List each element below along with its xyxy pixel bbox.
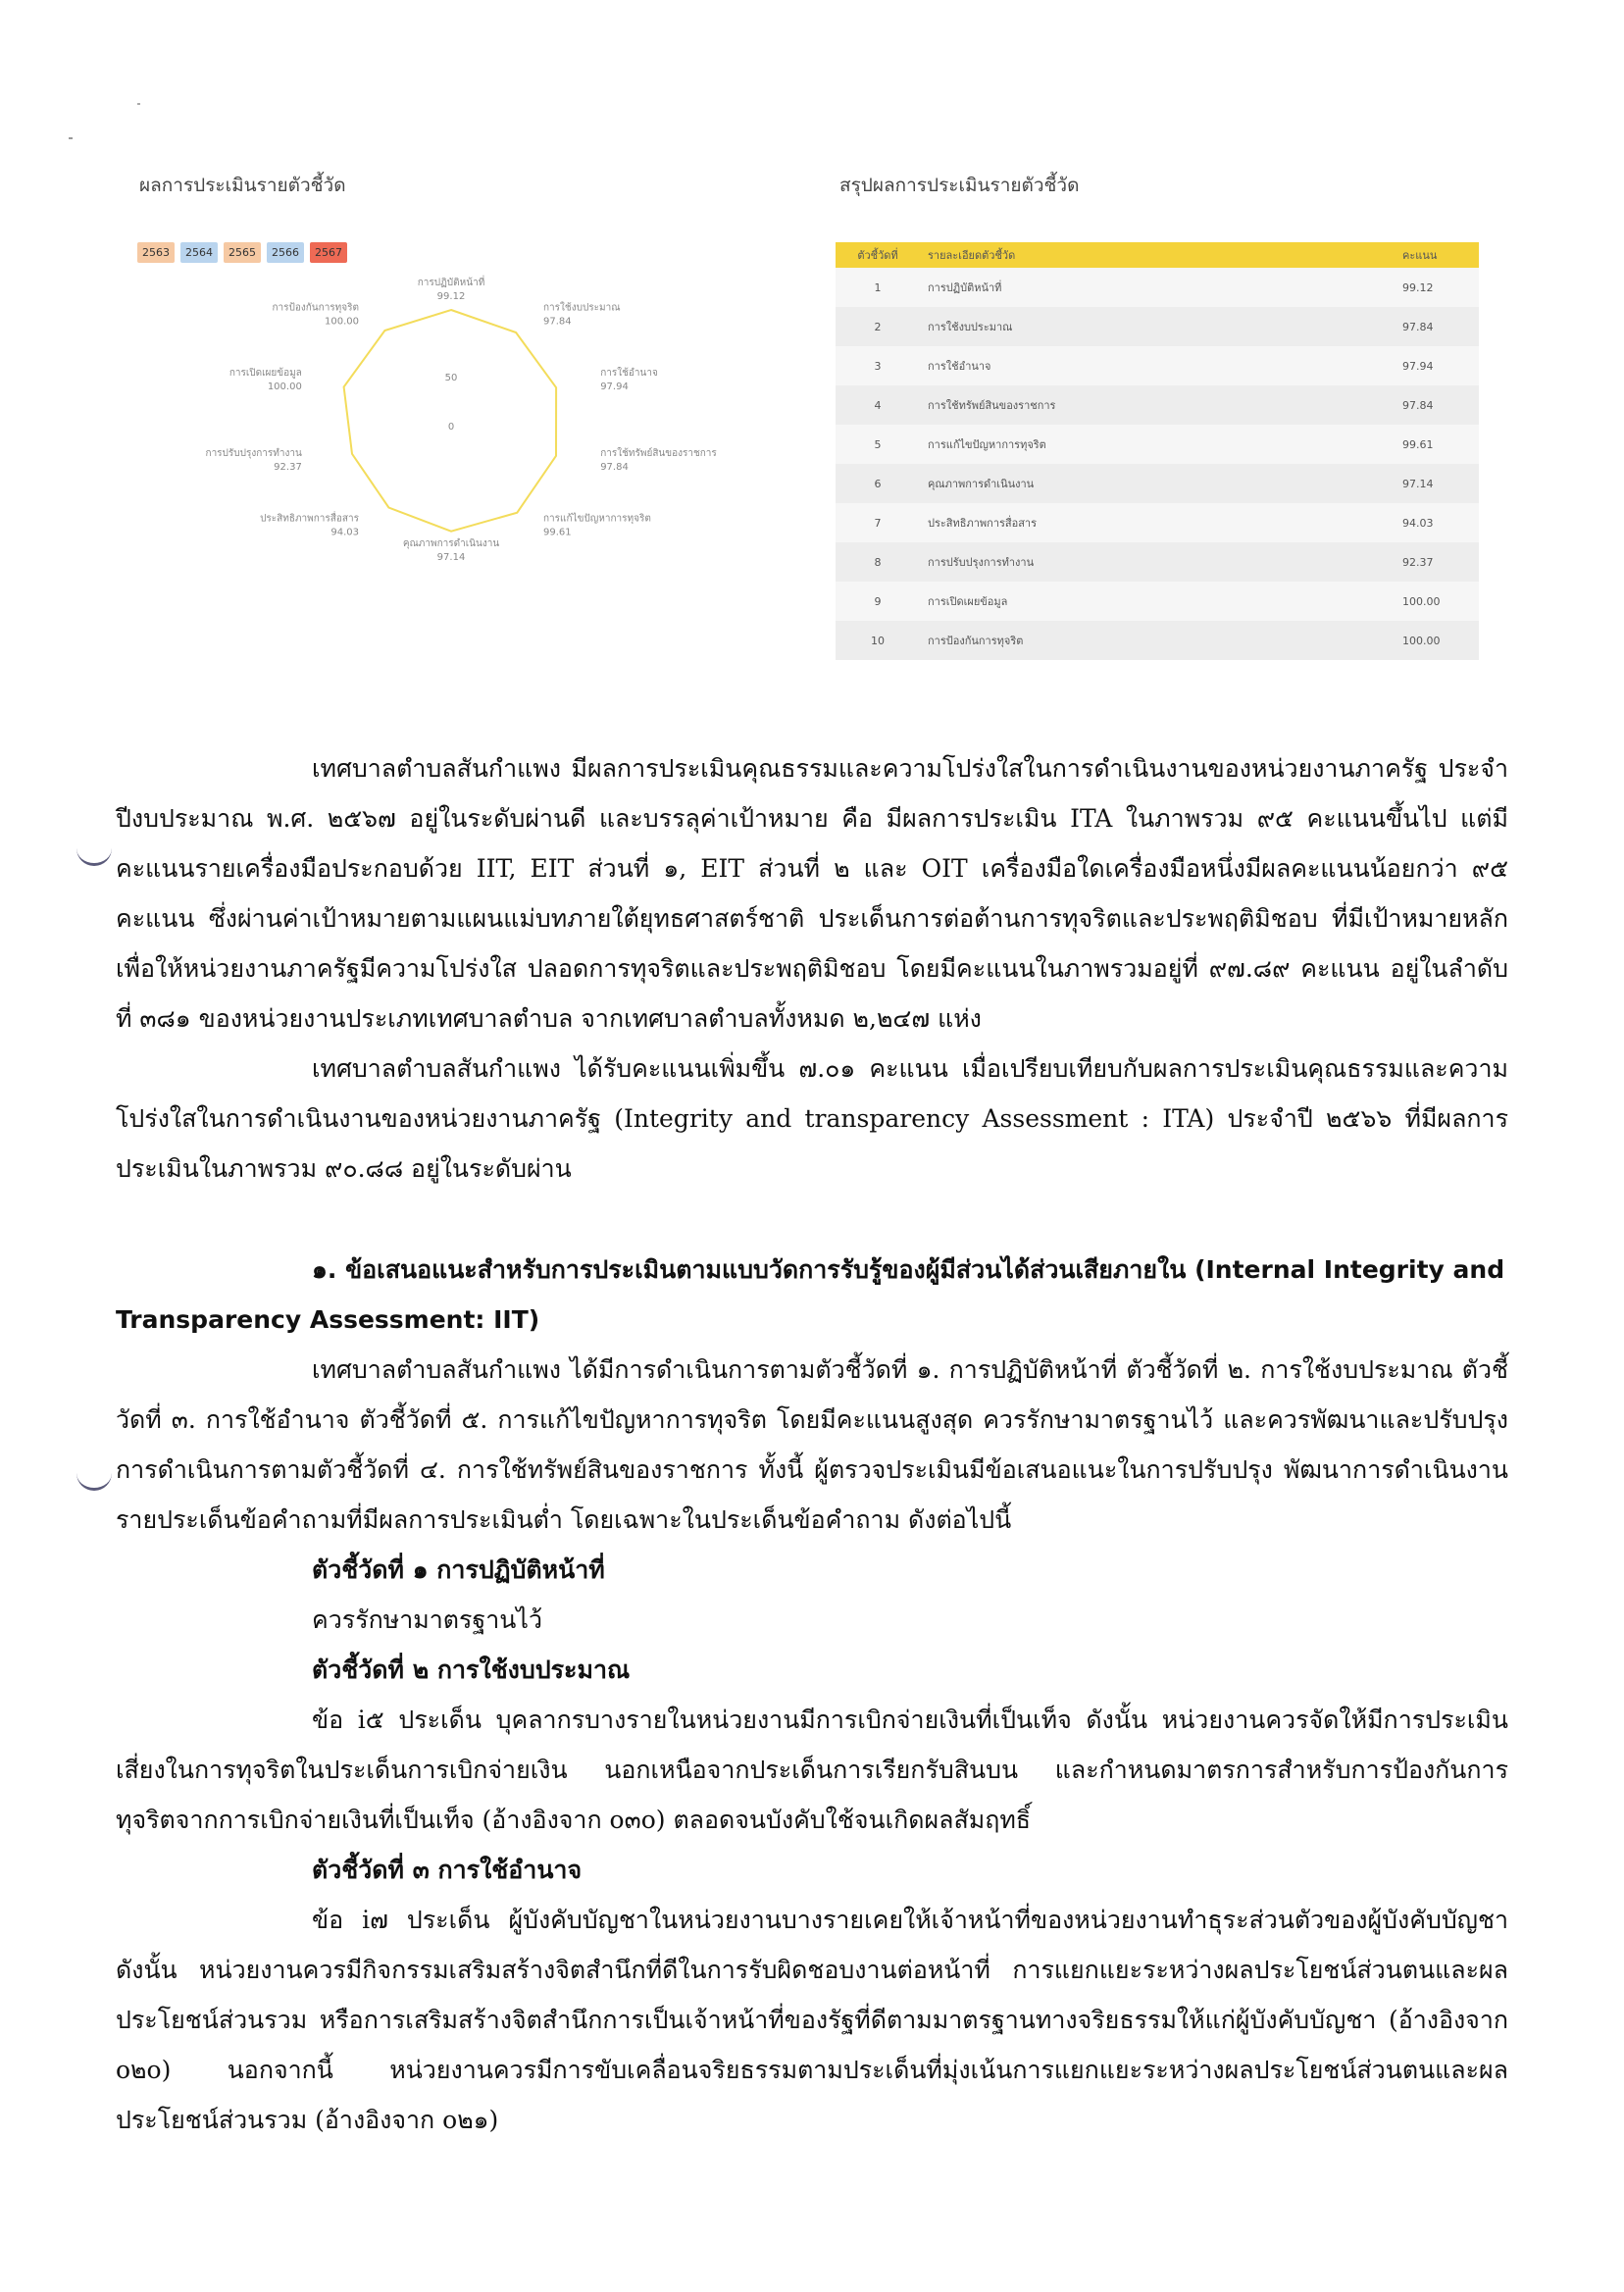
table-row: [836, 425, 1479, 464]
radar-axis-value: 92.37: [274, 462, 302, 474]
radar-axis-label: ประสิทธิภาพการสื่อสาร: [260, 513, 359, 525]
cell-score: 97.84: [1395, 385, 1479, 425]
cell-score: 92.37: [1395, 542, 1479, 582]
header-indicator-no: ตัวชี้วัดที่: [836, 242, 920, 268]
cell-indicator-no: 3: [836, 346, 920, 385]
table-row: [836, 542, 1479, 582]
cell-indicator-no: 5: [836, 425, 920, 464]
right-figure-title: สรุปผลการประเมินรายตัวชี้วัด: [839, 175, 1080, 196]
header-score: คะแนน: [1395, 242, 1479, 268]
radar-axis-label: การเปิดเผยข้อมูล: [228, 367, 302, 379]
cell-indicator-detail: การปฏิบัติหน้าที่: [920, 268, 1395, 307]
table-row: [836, 385, 1479, 425]
cell-score: 97.14: [1395, 464, 1479, 503]
legend-item-2566: 2566: [267, 242, 304, 263]
cell-indicator-no: 7: [836, 503, 920, 542]
radar-axis-value: 100.00: [325, 316, 359, 328]
summary-table-header-row: [836, 242, 1479, 268]
header-indicator-detail: รายละเอียดตัวชี้วัด: [920, 242, 1395, 268]
cell-indicator-no: 8: [836, 542, 920, 582]
radar-chart: [205, 278, 717, 579]
table-row: [836, 307, 1479, 346]
paragraph-overall-result: เทศบาลตำบลสันกำแพง มีผลการประเมินคุณธรรมและความโปร่งใสในการดำเนินงานของหน่วยงานภาครัฐ ประจำปีงบประมาณ พ.ศ. ๒๕๖๗ อยู่ในระดับผ่านดี และบรรลุค่าเป้าหมาย คือ มีผลการประเมิน ITA ในภาพรวม ๙๕ คะแนนขึ้นไป แต่มีคะแนนรายเครื่องมือประกอบด้วย IIT, EIT ส่วนที่ ๑, EIT ส่วนที่ ๒ และ OIT เครื่องมือใดเครื่องมือหนึ่งมีผลคะแนนน้อยกว่า ๙๕ คะแนน ซึ่งผ่านค่าเป้าหมายตามแผนแม่บทภายใต้ยุทธศาสตร์ชาติ ประเด็นการต่อต้านการทุจริตและประพฤติมิชอบ ที่มีเป้าหมายหลักเพื่อให้หน่วยงานภาครัฐมีความโปร่งใส ปลอดการทุจริตและประพฤติมิชอบ โดยมีคะแนนในภาพรวมอยู่ที่ ๙๗.๘๙ คะแนน อยู่ในลำดับที่ ๓๘๑ ของหน่วยงานประเภทเทศบาลตำบล จากเทศบาลตำบลทั้งหมด ๒,๒๔๗ แห่ง: [116, 754, 1508, 1033]
indicator-1-text: ควรรักษามาตรฐานไว้: [312, 1605, 542, 1634]
indicator-3-title: ตัวชี้วัดที่ ๓ การใช้อำนาจ: [312, 1856, 583, 1884]
legend-item-2564: 2564: [180, 242, 218, 263]
radar-scale-label: 50: [444, 373, 458, 383]
cell-indicator-detail: คุณภาพการดำเนินงาน: [920, 464, 1395, 503]
cell-indicator-no: 6: [836, 464, 920, 503]
cell-indicator-detail: ประสิทธิภาพการสื่อสาร: [920, 503, 1395, 542]
radar-axis-label: การแก้ไขปัญหาการทุจริต: [543, 513, 651, 525]
cell-score: 100.00: [1395, 582, 1479, 621]
radar-axis-label: การปฏิบัติหน้าที่: [417, 278, 485, 288]
cell-indicator-no: 9: [836, 582, 920, 621]
radar-axis-value: 97.94: [600, 381, 629, 392]
cell-indicator-no: 1: [836, 268, 920, 307]
paragraph-iit-summary: เทศบาลตำบลสันกำแพง ได้มีการดำเนินการตามตัวชี้วัดที่ ๑. การปฏิบัติหน้าที่ ตัวชี้วัดที่ ๒. การใช้งบประมาณ ตัวชี้วัดที่ ๓. การใช้อำนาจ ตัวชี้วัดที่ ๕. การแก้ไขปัญหาการทุจริต โดยมีคะแนนสูงสุด ควรรักษามาตรฐานไว้ และควรพัฒนาและปรับปรุงการดำเนินการตามตัวชี้วัดที่ ๔. การใช้ทรัพย์สินของราชการ ทั้งนี้ ผู้ตรวจประเมินมีข้อเสนอแนะในการปรับปรุง พัฒนาการดำเนินงานรายประเด็นข้อคำถามที่มีผลการประเมินต่ำ โดยเฉพาะในประเด็นข้อคำถาม ดังต่อไปนี้: [116, 1355, 1508, 1534]
section-heading-iit: ๑. ข้อเสนอแนะสำหรับการประเมินตามแบบวัดการรับรู้ของผู้มีส่วนได้ส่วนเสียภายใน (Internal Integrity and Transparency Assessment: IIT): [116, 1255, 1505, 1334]
cell-indicator-no: 2: [836, 307, 920, 346]
table-row: [836, 464, 1479, 503]
legend-item-2565: 2565: [224, 242, 261, 263]
left-figure-title: ผลการประเมินรายตัวชี้วัด: [139, 175, 346, 196]
radar-axis-label: การปรับปรุงการทำงาน: [205, 448, 302, 460]
indicator-3-text: ข้อ i๗ ประเด็น ผู้บังคับบัญชาในหน่วยงานบางรายเคยให้เจ้าหน้าที่ของหน่วยงานทำธุระส่วนตัวของผู้บังคับบัญชา ดังนั้น หน่วยงานควรมีกิจกรรมเสริมสร้างจิตสำนึกที่ดีในการรับผิดชอบงานต่อหน้าที่ การแยกแยะระหว่างผลประโยชน์ส่วนตนและผลประโยชน์ส่วนรวม หรือการเสริมสร้างจิตสำนึกการเป็นเจ้าหน้าที่ของรัฐที่ดีตามมาตรฐานทางจริยธรรมให้แก่ผู้บังคับบัญชา (อ้างอิงจาก o๒o) นอกจากนี้ หน่วยงานควรมีการขับเคลื่อนจริยธรรมตามประเด็นที่มุ่งเน้นการแยกแยะระหว่างผลประโยชน์ส่วนตนและผลประโยชน์ส่วนรวม (อ้างอิงจาก o๒๑): [116, 1906, 1508, 2134]
indicator-1-title: ตัวชี้วัดที่ ๑ การปฏิบัติหน้าที่: [312, 1555, 605, 1584]
radar-axis-label: คุณภาพการดำเนินงาน: [402, 538, 500, 549]
radar-axis-value: 94.03: [330, 527, 359, 538]
cell-indicator-detail: การป้องกันการทุจริต: [920, 621, 1395, 660]
chart-legend: [137, 242, 347, 263]
cell-indicator-detail: การใช้อำนาจ: [920, 346, 1395, 385]
paragraph-score-increase: เทศบาลตำบลสันกำแพง ได้รับคะแนนเพิ่มขึ้น ๗.๐๑ คะแนน เมื่อเปรียบเทียบกับผลการประเมินคุณธรรมและความโปร่งใสในการดำเนินงานของหน่วยงานภาครัฐ (Integrity and transparency Assessment : ITA) ประจำปี ๒๕๖๖ ที่มีผลการประเมินในภาพรวม ๙๐.๘๘ อยู่ในระดับผ่าน: [116, 1054, 1508, 1183]
cell-score: 99.61: [1395, 425, 1479, 464]
radar-axis-value: 97.84: [600, 462, 629, 474]
summary-table: [836, 242, 1479, 660]
cell-indicator-detail: การใช้ทรัพย์สินของราชการ: [920, 385, 1395, 425]
table-row: [836, 621, 1479, 660]
radar-axis-value: 97.84: [543, 316, 572, 328]
table-row: [836, 268, 1479, 307]
radar-axis-label: การป้องกันการทุจริต: [272, 302, 359, 314]
radar-outline: [344, 310, 556, 532]
radar-axis-label: การใช้งบประมาณ: [543, 302, 621, 314]
radar-axis-value: 99.12: [436, 291, 466, 302]
cell-indicator-no: 10: [836, 621, 920, 660]
radar-scale-label: 0: [447, 422, 455, 433]
cell-indicator-detail: การปรับปรุงการทำงาน: [920, 542, 1395, 582]
table-row: [836, 582, 1479, 621]
punch-hole-mark: [76, 841, 112, 866]
cell-score: 99.12: [1395, 268, 1479, 307]
table-row: [836, 503, 1479, 542]
cell-score: 97.84: [1395, 307, 1479, 346]
cell-indicator-detail: การเปิดเผยข้อมูล: [920, 582, 1395, 621]
radar-axis-value: 97.14: [436, 552, 466, 563]
cell-indicator-detail: การใช้งบประมาณ: [920, 307, 1395, 346]
scan-speck: [137, 103, 140, 105]
indicator-2-title: ตัวชี้วัดที่ ๒ การใช้งบประมาณ: [312, 1655, 631, 1684]
radar-axis-value: 99.61: [543, 527, 572, 538]
cell-score: 100.00: [1395, 621, 1479, 660]
scan-speck: [69, 137, 73, 139]
cell-indicator-detail: การแก้ไขปัญหาการทุจริต: [920, 425, 1395, 464]
legend-item-2567: 2567: [310, 242, 347, 263]
table-row: [836, 346, 1479, 385]
cell-score: 94.03: [1395, 503, 1479, 542]
indicator-2-text: ข้อ i๕ ประเด็น บุคลากรบางรายในหน่วยงานมีการเบิกจ่ายเงินที่เป็นเท็จ ดังนั้น หน่วยงานควรจัดให้มีการประเมินเสี่ยงในการทุจริตในประเด็นการเบิกจ่ายเงิน นอกเหนือจากประเด็นการเรียกรับสินบน และกำหนดมาตรการสำหรับการป้องกันการทุจริตจากการเบิกจ่ายเงินที่เป็นเท็จ (อ้างอิงจาก o๓o) ตลอดจนบังคับใช้จนเกิดผลสัมฤทธิ์: [116, 1706, 1508, 1834]
cell-score: 97.94: [1395, 346, 1479, 385]
radar-axis-label: การใช้ทรัพย์สินของราชการ: [600, 448, 717, 460]
legend-item-2563: 2563: [137, 242, 175, 263]
cell-indicator-no: 4: [836, 385, 920, 425]
radar-axis-value: 100.00: [267, 381, 302, 392]
radar-axis-label: การใช้อำนาจ: [600, 367, 658, 379]
punch-hole-mark: [76, 1466, 112, 1491]
document-body: [116, 743, 1508, 2145]
